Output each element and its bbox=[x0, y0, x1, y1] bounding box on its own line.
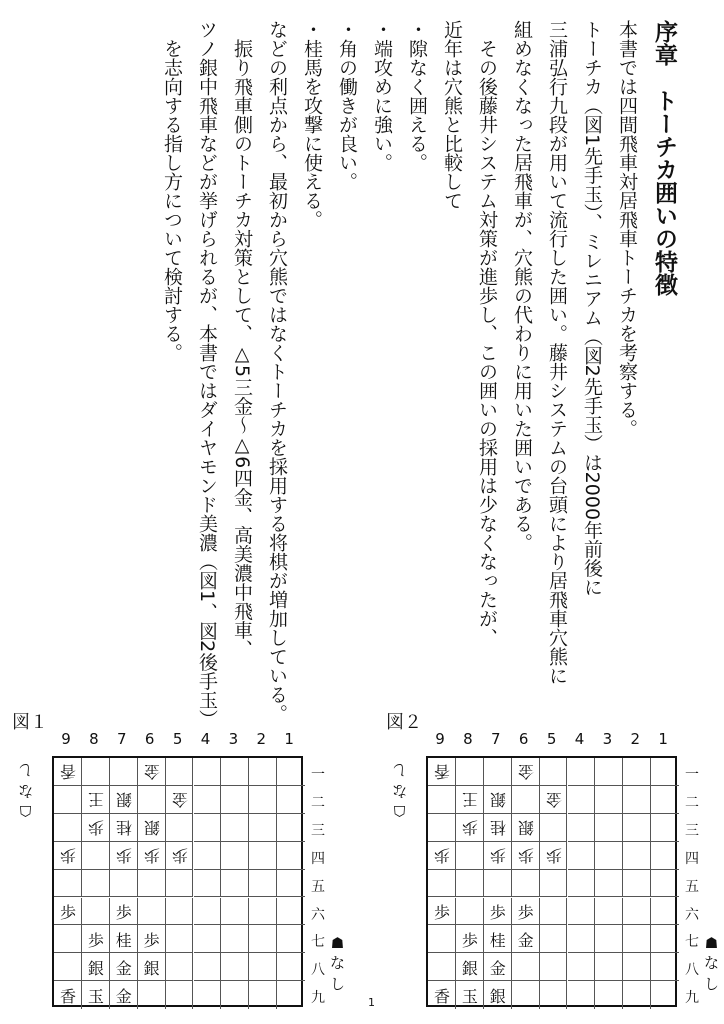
rank-label: 二 bbox=[685, 794, 699, 811]
sente-piece: 歩 bbox=[517, 902, 534, 922]
board-square bbox=[595, 981, 623, 1009]
figure-1 bbox=[12, 708, 346, 1018]
rank-label: 七 bbox=[311, 934, 325, 951]
board-square bbox=[428, 925, 456, 953]
board-square bbox=[512, 870, 540, 898]
shogi-board bbox=[52, 756, 303, 1007]
board-square bbox=[428, 786, 456, 814]
column-label: 2 bbox=[256, 730, 267, 748]
gote-piece: 王 bbox=[87, 789, 104, 809]
board-square bbox=[484, 870, 512, 898]
gote-hand bbox=[18, 760, 33, 820]
board-square bbox=[194, 925, 222, 953]
hand-char: な bbox=[392, 782, 408, 800]
text-line: などの利点から、最初から穴熊ではなくトーチカを採用する将棋が増加している。 bbox=[266, 20, 288, 723]
gote-piece: 桂 bbox=[489, 817, 506, 837]
board-square bbox=[623, 925, 651, 953]
column-label: 7 bbox=[491, 730, 501, 748]
text-line: 振り飛車側のトーチカ対策として、△5三金～△6四金、高美濃中飛車、 bbox=[231, 39, 253, 659]
gote-piece: 歩 bbox=[171, 845, 188, 865]
column-label: 7 bbox=[117, 730, 127, 748]
text-line: ツノ銀中飛車などが挙げられるが、本書ではダイヤモンド美濃（図1、図2後手玉） bbox=[196, 20, 218, 729]
rank-label: 八 bbox=[685, 962, 699, 979]
board-square bbox=[249, 898, 277, 926]
column-label: 6 bbox=[518, 730, 529, 748]
board-square bbox=[623, 814, 651, 842]
board-square bbox=[623, 981, 651, 1009]
sente-piece: 香 bbox=[433, 986, 450, 1006]
board-square bbox=[277, 758, 305, 786]
column-label: 8 bbox=[463, 730, 473, 748]
chapter-title: 序章 トーチカ囲いの特徴 bbox=[651, 20, 677, 296]
board-square bbox=[54, 814, 82, 842]
board-square bbox=[595, 870, 623, 898]
board-square bbox=[540, 758, 568, 786]
gote-piece: 香 bbox=[433, 761, 450, 781]
board-square bbox=[221, 898, 249, 926]
board-square bbox=[221, 870, 249, 898]
board-square bbox=[249, 758, 277, 786]
board-square bbox=[249, 842, 277, 870]
board-square bbox=[82, 870, 110, 898]
gote-piece: 歩 bbox=[87, 817, 104, 837]
board-square bbox=[54, 786, 82, 814]
sente-piece: 歩 bbox=[143, 930, 160, 950]
sente-piece: 金 bbox=[489, 958, 506, 978]
board-square bbox=[277, 953, 305, 981]
board-square bbox=[166, 981, 194, 1009]
board-square bbox=[540, 981, 568, 1009]
sente-piece: 桂 bbox=[115, 930, 132, 950]
hand-char: し bbox=[18, 761, 34, 779]
board-square bbox=[138, 898, 166, 926]
board-square bbox=[595, 925, 623, 953]
board-square bbox=[456, 870, 484, 898]
board-square bbox=[568, 814, 596, 842]
gote-piece: 金 bbox=[545, 789, 562, 809]
rank-label: 七 bbox=[685, 934, 699, 951]
board-square bbox=[456, 898, 484, 926]
board-square bbox=[484, 758, 512, 786]
gote-piece: 金 bbox=[171, 789, 188, 809]
board-square bbox=[194, 786, 222, 814]
board-square bbox=[623, 758, 651, 786]
board-square bbox=[221, 814, 249, 842]
board-square bbox=[110, 870, 138, 898]
figure-label: 図２ bbox=[386, 712, 422, 733]
board-square bbox=[428, 870, 456, 898]
board-square bbox=[249, 870, 277, 898]
sente-piece: 玉 bbox=[87, 986, 104, 1006]
column-label: 1 bbox=[284, 730, 294, 748]
sente-mark-icon: ☗ bbox=[704, 934, 719, 952]
board-square bbox=[54, 870, 82, 898]
hand-char: し bbox=[392, 761, 408, 779]
column-label: 5 bbox=[546, 730, 557, 748]
gote-piece: 歩 bbox=[461, 817, 478, 837]
hand-char: な bbox=[704, 954, 720, 972]
board-square bbox=[595, 758, 623, 786]
sente-hand bbox=[330, 934, 345, 994]
gote-piece: 歩 bbox=[143, 845, 160, 865]
gote-mark-icon: ☖ bbox=[392, 802, 407, 820]
sente-piece: 銀 bbox=[461, 958, 478, 978]
board-square bbox=[194, 870, 222, 898]
sente-piece: 金 bbox=[115, 986, 132, 1006]
board-square bbox=[221, 758, 249, 786]
board-square bbox=[651, 842, 679, 870]
board-square bbox=[623, 842, 651, 870]
board-square bbox=[568, 870, 596, 898]
column-label: 4 bbox=[200, 730, 211, 748]
sente-piece: 歩 bbox=[433, 902, 450, 922]
board-square bbox=[166, 870, 194, 898]
board-square bbox=[166, 953, 194, 981]
rank-label: 九 bbox=[311, 990, 325, 1007]
board-square bbox=[540, 870, 568, 898]
rank-label: 一 bbox=[311, 767, 325, 783]
board-square bbox=[110, 758, 138, 786]
text-line: 本書では四間飛車対居飛車トーチカを考察する。 bbox=[616, 20, 638, 438]
text-line: ・端攻めに強い。 bbox=[371, 20, 393, 172]
text-line: 三浦弘行九段が用いて流行した囲い。藤井システムの台頭により居飛車穴熊に bbox=[546, 20, 568, 685]
rank-label: 二 bbox=[311, 794, 325, 811]
column-label: 9 bbox=[61, 730, 71, 748]
board-square bbox=[651, 814, 679, 842]
text-line: 組めなくなった居飛車が、穴熊の代わりに用いた囲いである。 bbox=[511, 20, 533, 552]
text-line: ・桂馬を攻撃に使える。 bbox=[301, 20, 323, 229]
text-line: を志向する指し方について検討する。 bbox=[161, 39, 183, 362]
column-label: 8 bbox=[89, 730, 99, 748]
rank-label: 三 bbox=[685, 822, 699, 839]
board-square bbox=[194, 898, 222, 926]
board-square bbox=[82, 842, 110, 870]
text-line: 近年は穴熊と比較して bbox=[441, 20, 463, 210]
main-text bbox=[4, 20, 684, 729]
rank-label: 三 bbox=[311, 822, 325, 839]
board-square bbox=[456, 758, 484, 786]
sente-mark-icon: ☗ bbox=[330, 934, 345, 952]
board-square bbox=[138, 786, 166, 814]
board-square bbox=[82, 758, 110, 786]
hand-char: な bbox=[330, 954, 346, 972]
gote-piece: 歩 bbox=[545, 845, 562, 865]
sente-piece: 銀 bbox=[87, 958, 104, 978]
board-square bbox=[194, 981, 222, 1009]
board-square bbox=[194, 758, 222, 786]
board-square bbox=[54, 953, 82, 981]
board-square bbox=[456, 842, 484, 870]
hand-char: し bbox=[330, 975, 346, 993]
board-square bbox=[277, 870, 305, 898]
gote-piece: 銀 bbox=[517, 817, 534, 837]
gote-piece: 歩 bbox=[517, 845, 534, 865]
gote-piece: 王 bbox=[461, 789, 478, 809]
board-square bbox=[595, 814, 623, 842]
gote-piece: 歩 bbox=[59, 845, 76, 865]
board-square bbox=[249, 814, 277, 842]
board-square bbox=[277, 925, 305, 953]
column-label: 6 bbox=[144, 730, 155, 748]
rank-label: 五 bbox=[311, 878, 325, 895]
board-square bbox=[221, 925, 249, 953]
board-square bbox=[221, 786, 249, 814]
board-square bbox=[651, 981, 679, 1009]
board-square bbox=[623, 786, 651, 814]
board-square bbox=[249, 953, 277, 981]
board-square bbox=[540, 925, 568, 953]
rank-label: 六 bbox=[311, 906, 325, 923]
sente-piece: 銀 bbox=[489, 986, 506, 1006]
board-square bbox=[568, 953, 596, 981]
sente-piece: 金 bbox=[517, 930, 534, 950]
board-square bbox=[651, 953, 679, 981]
text-line: ・隙なく囲える。 bbox=[406, 20, 428, 172]
sente-piece: 歩 bbox=[115, 902, 132, 922]
board-square bbox=[277, 981, 305, 1009]
board-square bbox=[651, 786, 679, 814]
rank-label: 八 bbox=[311, 962, 325, 979]
board-square bbox=[568, 842, 596, 870]
gote-mark-icon: ☖ bbox=[18, 802, 33, 820]
gote-piece: 金 bbox=[143, 761, 160, 781]
board-square bbox=[568, 758, 596, 786]
board-square bbox=[595, 953, 623, 981]
board-square bbox=[568, 925, 596, 953]
rank-label: 六 bbox=[685, 906, 699, 923]
rank-label: 一 bbox=[685, 767, 699, 783]
gote-piece: 銀 bbox=[115, 789, 132, 809]
rank-label: 四 bbox=[311, 850, 325, 867]
sente-hand bbox=[704, 934, 719, 994]
gote-piece: 香 bbox=[59, 761, 76, 781]
board-square bbox=[540, 898, 568, 926]
sente-piece: 桂 bbox=[489, 930, 506, 950]
gote-piece: 金 bbox=[517, 761, 534, 781]
board-square bbox=[595, 786, 623, 814]
board-square bbox=[194, 842, 222, 870]
board-square bbox=[54, 925, 82, 953]
sente-piece: 銀 bbox=[143, 958, 160, 978]
board-square bbox=[623, 870, 651, 898]
board-square bbox=[221, 842, 249, 870]
text-line: その後藤井システム対策が進歩し、この囲いの採用は少なくなったが、 bbox=[476, 39, 498, 647]
gote-hand bbox=[392, 760, 407, 820]
board-square bbox=[428, 814, 456, 842]
board-square bbox=[568, 786, 596, 814]
gote-piece: 銀 bbox=[143, 817, 160, 837]
board-square bbox=[138, 981, 166, 1009]
sente-piece: 歩 bbox=[489, 902, 506, 922]
board-square bbox=[249, 786, 277, 814]
sente-piece: 歩 bbox=[87, 930, 104, 950]
board-square bbox=[249, 925, 277, 953]
gote-piece: 銀 bbox=[489, 789, 506, 809]
sente-piece: 玉 bbox=[461, 986, 478, 1006]
figure-label: 図１ bbox=[12, 712, 48, 733]
board-square bbox=[221, 953, 249, 981]
board-square bbox=[568, 898, 596, 926]
board-square bbox=[138, 870, 166, 898]
board-square bbox=[540, 814, 568, 842]
board-square bbox=[277, 898, 305, 926]
board-square bbox=[166, 814, 194, 842]
gote-hand-text bbox=[18, 760, 33, 820]
board-square bbox=[82, 898, 110, 926]
board-square bbox=[428, 953, 456, 981]
rank-label: 五 bbox=[685, 878, 699, 895]
column-label: 2 bbox=[630, 730, 641, 748]
board-square bbox=[651, 925, 679, 953]
board-square bbox=[512, 981, 540, 1009]
board-square bbox=[512, 786, 540, 814]
board-square bbox=[277, 786, 305, 814]
shogi-board bbox=[426, 756, 677, 1007]
board-square bbox=[166, 925, 194, 953]
figure-2 bbox=[386, 708, 720, 1018]
hand-char: し bbox=[704, 975, 720, 993]
board-square bbox=[623, 898, 651, 926]
board-square bbox=[166, 898, 194, 926]
board-square bbox=[568, 981, 596, 1009]
column-label: 3 bbox=[228, 730, 239, 748]
board-square bbox=[194, 814, 222, 842]
board-square bbox=[249, 981, 277, 1009]
board-square bbox=[595, 898, 623, 926]
board-square bbox=[166, 758, 194, 786]
sente-piece: 歩 bbox=[461, 930, 478, 950]
text-line: トーチカ（図1先手玉）、ミレニアム（図2先手玉）は2000年前後に bbox=[581, 20, 603, 597]
gote-hand-text bbox=[392, 760, 407, 820]
column-label: 9 bbox=[435, 730, 445, 748]
text-line: ・角の働きが良い。 bbox=[336, 20, 358, 191]
column-label: 1 bbox=[658, 730, 668, 748]
column-label: 3 bbox=[602, 730, 613, 748]
hand-char: な bbox=[18, 782, 34, 800]
board-square bbox=[277, 814, 305, 842]
rank-label: 四 bbox=[685, 850, 699, 867]
gote-piece: 歩 bbox=[115, 845, 132, 865]
sente-piece: 歩 bbox=[59, 902, 76, 922]
board-square bbox=[540, 953, 568, 981]
sente-piece: 金 bbox=[115, 958, 132, 978]
gote-piece: 桂 bbox=[115, 817, 132, 837]
page-number: 1 bbox=[368, 996, 375, 1009]
rank-label: 九 bbox=[685, 990, 699, 1007]
board-square bbox=[221, 981, 249, 1009]
column-label: 4 bbox=[574, 730, 585, 748]
board-square bbox=[512, 953, 540, 981]
gote-piece: 歩 bbox=[489, 845, 506, 865]
board-square bbox=[277, 842, 305, 870]
board-square bbox=[651, 870, 679, 898]
sente-piece: 香 bbox=[59, 986, 76, 1006]
gote-piece: 歩 bbox=[433, 845, 450, 865]
board-square bbox=[595, 842, 623, 870]
board-square bbox=[651, 898, 679, 926]
board-square bbox=[651, 758, 679, 786]
column-label: 5 bbox=[172, 730, 183, 748]
board-square bbox=[623, 953, 651, 981]
board-square bbox=[194, 953, 222, 981]
